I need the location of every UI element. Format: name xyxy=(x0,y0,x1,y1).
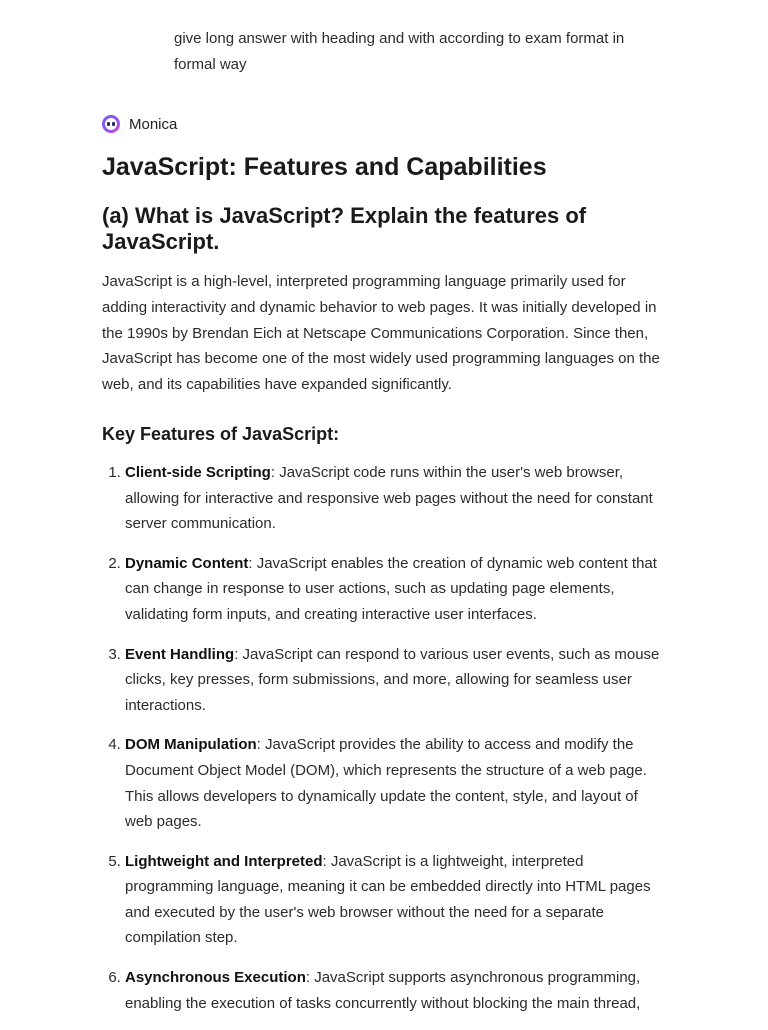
feature-term: Event Handling xyxy=(125,645,235,663)
response-subtitle: (a) What is JavaScript? Explain the features of JavaScript. xyxy=(102,203,587,254)
feature-description: : JavaScript can respond to various user events, such as mouse clicks, key presses, form submissions, and more, allowing for seamless user interactions. xyxy=(125,645,660,714)
feature-term: Client-side Scripting xyxy=(125,463,271,481)
feature-term: Lightweight and Interpreted xyxy=(125,852,323,870)
monica-avatar-icon xyxy=(102,115,120,133)
feature-description: : JavaScript provides the ability to access and modify the Document Object Model (DOM), which represents the structure of a web page. This allows developers to dynamically update the content, style, and layout of web pages. xyxy=(125,736,647,831)
feature-description: : JavaScript supports asynchronous programming, enabling the execution of tasks concurrently without blocking the main thread, xyxy=(125,969,641,1012)
feature-item xyxy=(125,849,668,951)
feature-term: DOM Manipulation xyxy=(125,736,257,754)
feature-item xyxy=(125,732,668,834)
intro-paragraph: JavaScript is a high-level, interpreted programming language primarily used for adding interactivity and dynamic behavior to web pages. It was initially developed in the 1990s by Brendan Eich at Netscape Communications Corporation. Since then, JavaScript has become one of the most widely used programming languages on the web, and its capabilities have expanded significantly. xyxy=(102,273,660,394)
features-heading: Key Features of JavaScript: xyxy=(102,423,340,444)
feature-item xyxy=(125,460,668,537)
feature-description: : JavaScript enables the creation of dynamic web content that can change in response to user actions, such as updating page elements, validating form inputs, and creating interactive user interfaces. xyxy=(125,554,657,623)
feature-description: : JavaScript is a lightweight, interpreted programming language, meaning it can be embedded directly into HTML pages and executed by the user's web browser without the need for a separate compilation step. xyxy=(125,852,651,947)
features-list xyxy=(102,460,668,1016)
assistant-header xyxy=(102,112,668,136)
feature-item xyxy=(125,642,668,719)
assistant-response xyxy=(102,112,668,1030)
feature-item xyxy=(125,965,668,1016)
feature-item xyxy=(125,551,668,628)
response-title: JavaScript: Features and Capabilities xyxy=(102,153,547,181)
feature-term: Dynamic Content xyxy=(125,554,249,572)
feature-term: Asynchronous Execution xyxy=(125,969,306,987)
feature-description: : JavaScript code runs within the user's web browser, allowing for interactive and responsive web pages without the need for constant server communication. xyxy=(125,463,653,533)
user-message: give long answer with heading and with according to exam format in formal way xyxy=(174,30,625,73)
assistant-name: Monica xyxy=(129,115,178,133)
